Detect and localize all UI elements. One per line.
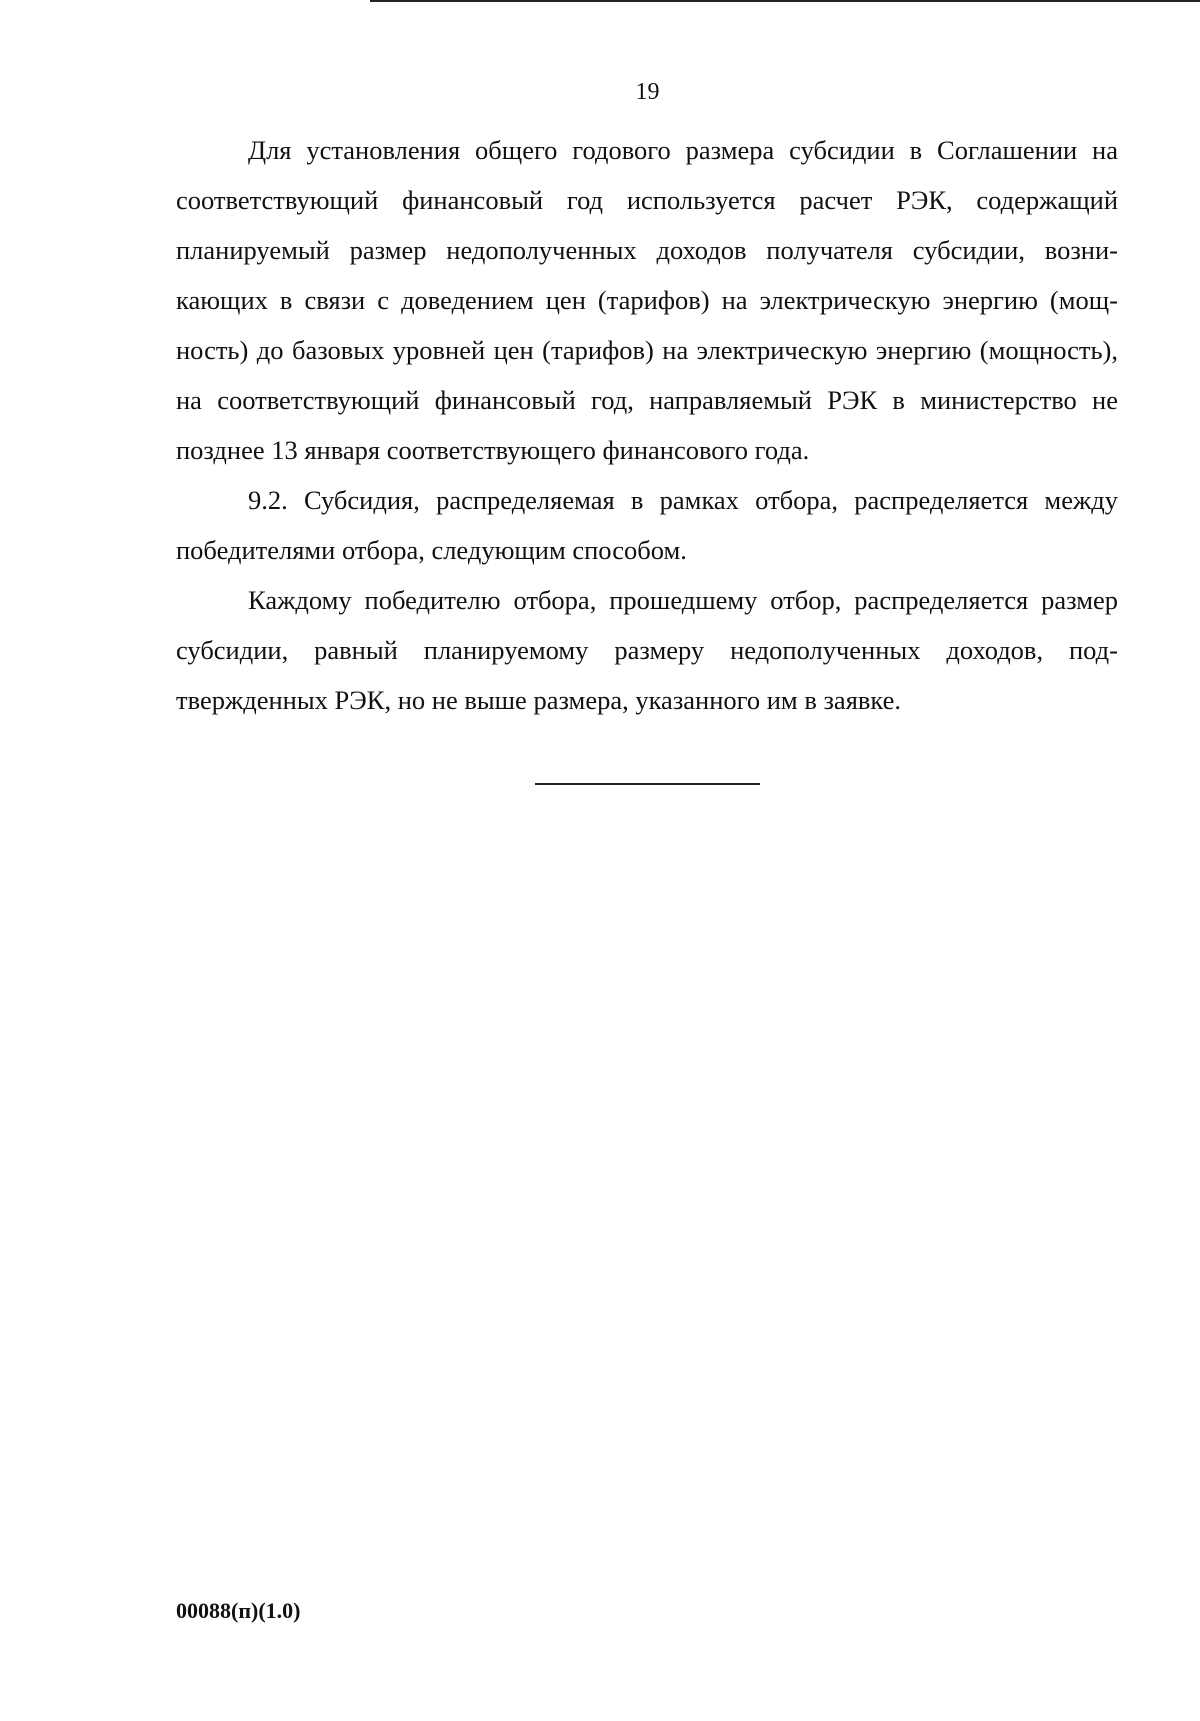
- page-number: 19: [635, 79, 660, 105]
- paragraph-9-2: 9.2. Субсидия, распределяемая в рамках отбора, распределяется между победителями отбора, следующим способом.: [176, 485, 1118, 565]
- end-of-text-divider: [535, 783, 760, 785]
- paragraph-subsidy-size: Для установления общего годового размера субсидии в Соглашении на соответствующий финансовый год используется расчет РЭК, содержащий планируемый размер недополученных доходов получателя субсидии, возникающих в связи с доведением цен (тарифов) на электрическую энергию (мощность) до базовых уровней цен (тарифов) на электрическую энергию (мощность), на соответствующий финансовый год, направляемый РЭК в министерство не позднее 13 января соответствующего финансового года.: [176, 135, 1118, 465]
- top-border-line: [370, 0, 1200, 2]
- document-body: [176, 125, 1118, 725]
- paragraph-distribution: Каждому победителю отбора, прошедшему отбор, распределяется размер субсидии, равный планируемому размеру недополученных доходов, подтвержденных РЭК, но не выше размера, указанного им в заявке.: [176, 585, 1118, 715]
- document-code: 00088(п)(1.0): [176, 1598, 301, 1623]
